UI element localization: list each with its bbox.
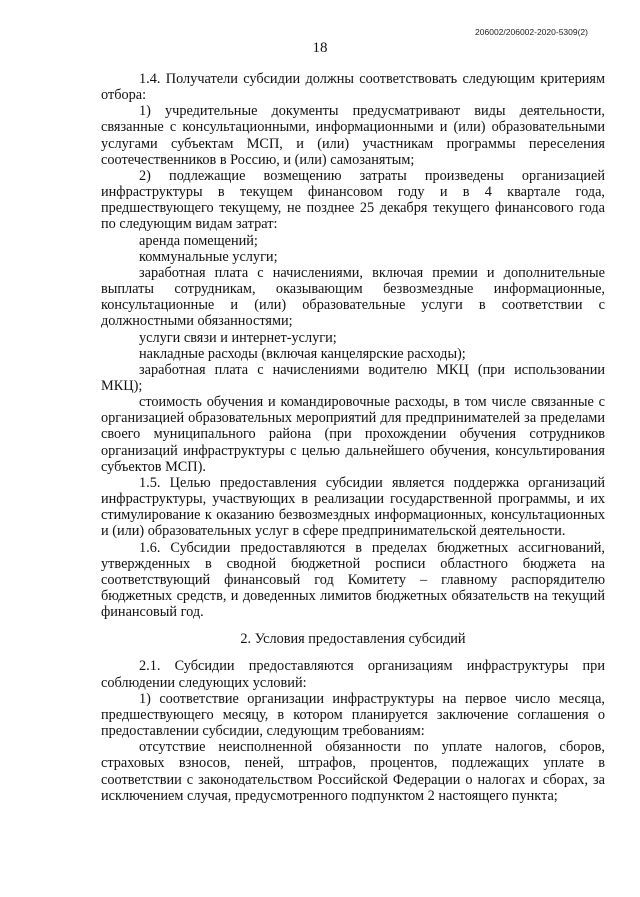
list-item-overhead: накладные расходы (включая канцелярские расходы); xyxy=(139,345,466,362)
list-item-salary: заработная плата с начислениями, включая премии и дополнительные выплаты сотрудникам, оказывающим безвозмездные информационные, консультационные и (или) образовательные услуги в соответствии с должностными обязанностями; xyxy=(101,264,605,330)
list-item-rent: аренда помещений; xyxy=(139,232,258,249)
document-body xyxy=(101,71,605,804)
list-item-utilities: коммунальные услуги; xyxy=(139,248,278,265)
document-code: 206002/206002-2020-5309(2) xyxy=(475,27,588,37)
page-number: 18 xyxy=(312,40,328,56)
paragraph-1-5: 1.5. Целью предоставления субсидии является поддержка организаций инфраструктуры, участвующих в реализации государственной программы, и их стимулирование к оказанию безвозмездных информационных, консультационных и (или) образовательных услуг в сфере предпринимательской деятельности. xyxy=(101,474,605,540)
paragraph-1-6: 1.6. Субсидии предоставляются в пределах бюджетных ассигнований, утвержденных в сводной бюджетной росписи областного бюджета на соответствующий финансовый год Комитету – главному распорядителю бюджетных средств, и доведенных лимитов бюджетных обязательств на текущий финансовый год. xyxy=(101,539,605,621)
paragraph-2-1: 2.1. Субсидии предоставляются организациям инфраструктуры при соблюдении следующих условий: xyxy=(101,658,605,691)
list-item-driver-salary: заработная плата с начислениями водителю МКЦ (при использовании МКЦ); xyxy=(101,361,605,394)
paragraph-condition-1: 1) соответствие организации инфраструктуры на первое число месяца, предшествующего месяцу, в котором планируется заключение соглашения о предоставлении субсидии, следующим требованиям: xyxy=(101,690,605,740)
section-heading: 2. Условия предоставления субсидий xyxy=(240,631,466,648)
paragraph-criterion-1: 1) учредительные документы предусматривают виды деятельности, связанные с консультационными, информационными и (или) образовательными услугами субъектам МСП, и (или) участникам программы переселения соотечественников в Россию, и (или) самозанятым; xyxy=(101,103,605,168)
paragraph-criterion-2: 2) подлежащие возмещению затраты произведены организацией инфраструктуры в текущем финансовом году и в 4 квартале года, предшествующего текущему, не позднее 25 декабря текущего финансового года по следующим видам затрат: xyxy=(101,167,605,233)
list-item-training: стоимость обучения и командировочные расходы, в том числе связанные с организацией образовательных мероприятий для предпринимателей за пределами своего муниципального района (при прохождении обучения сотрудников организаций инфраструктуры с целью дальнейшего обучения, консультирования субъектов МСП). xyxy=(101,394,605,475)
list-item-communications: услуги связи и интернет-услуги; xyxy=(139,329,337,346)
paragraph-1-4: 1.4. Получатели субсидии должны соответствовать следующим критериям отбора: xyxy=(101,71,605,104)
paragraph-no-debts: отсутствие неисполненной обязанности по уплате налогов, сборов, страховых взносов, пеней, штрафов, процентов, подлежащих уплате в соответствии с законодательством Российской Федерации о налогах и сборах, за исключением случая, предусмотренного подпунктом 2 настоящего пункта; xyxy=(101,739,605,804)
